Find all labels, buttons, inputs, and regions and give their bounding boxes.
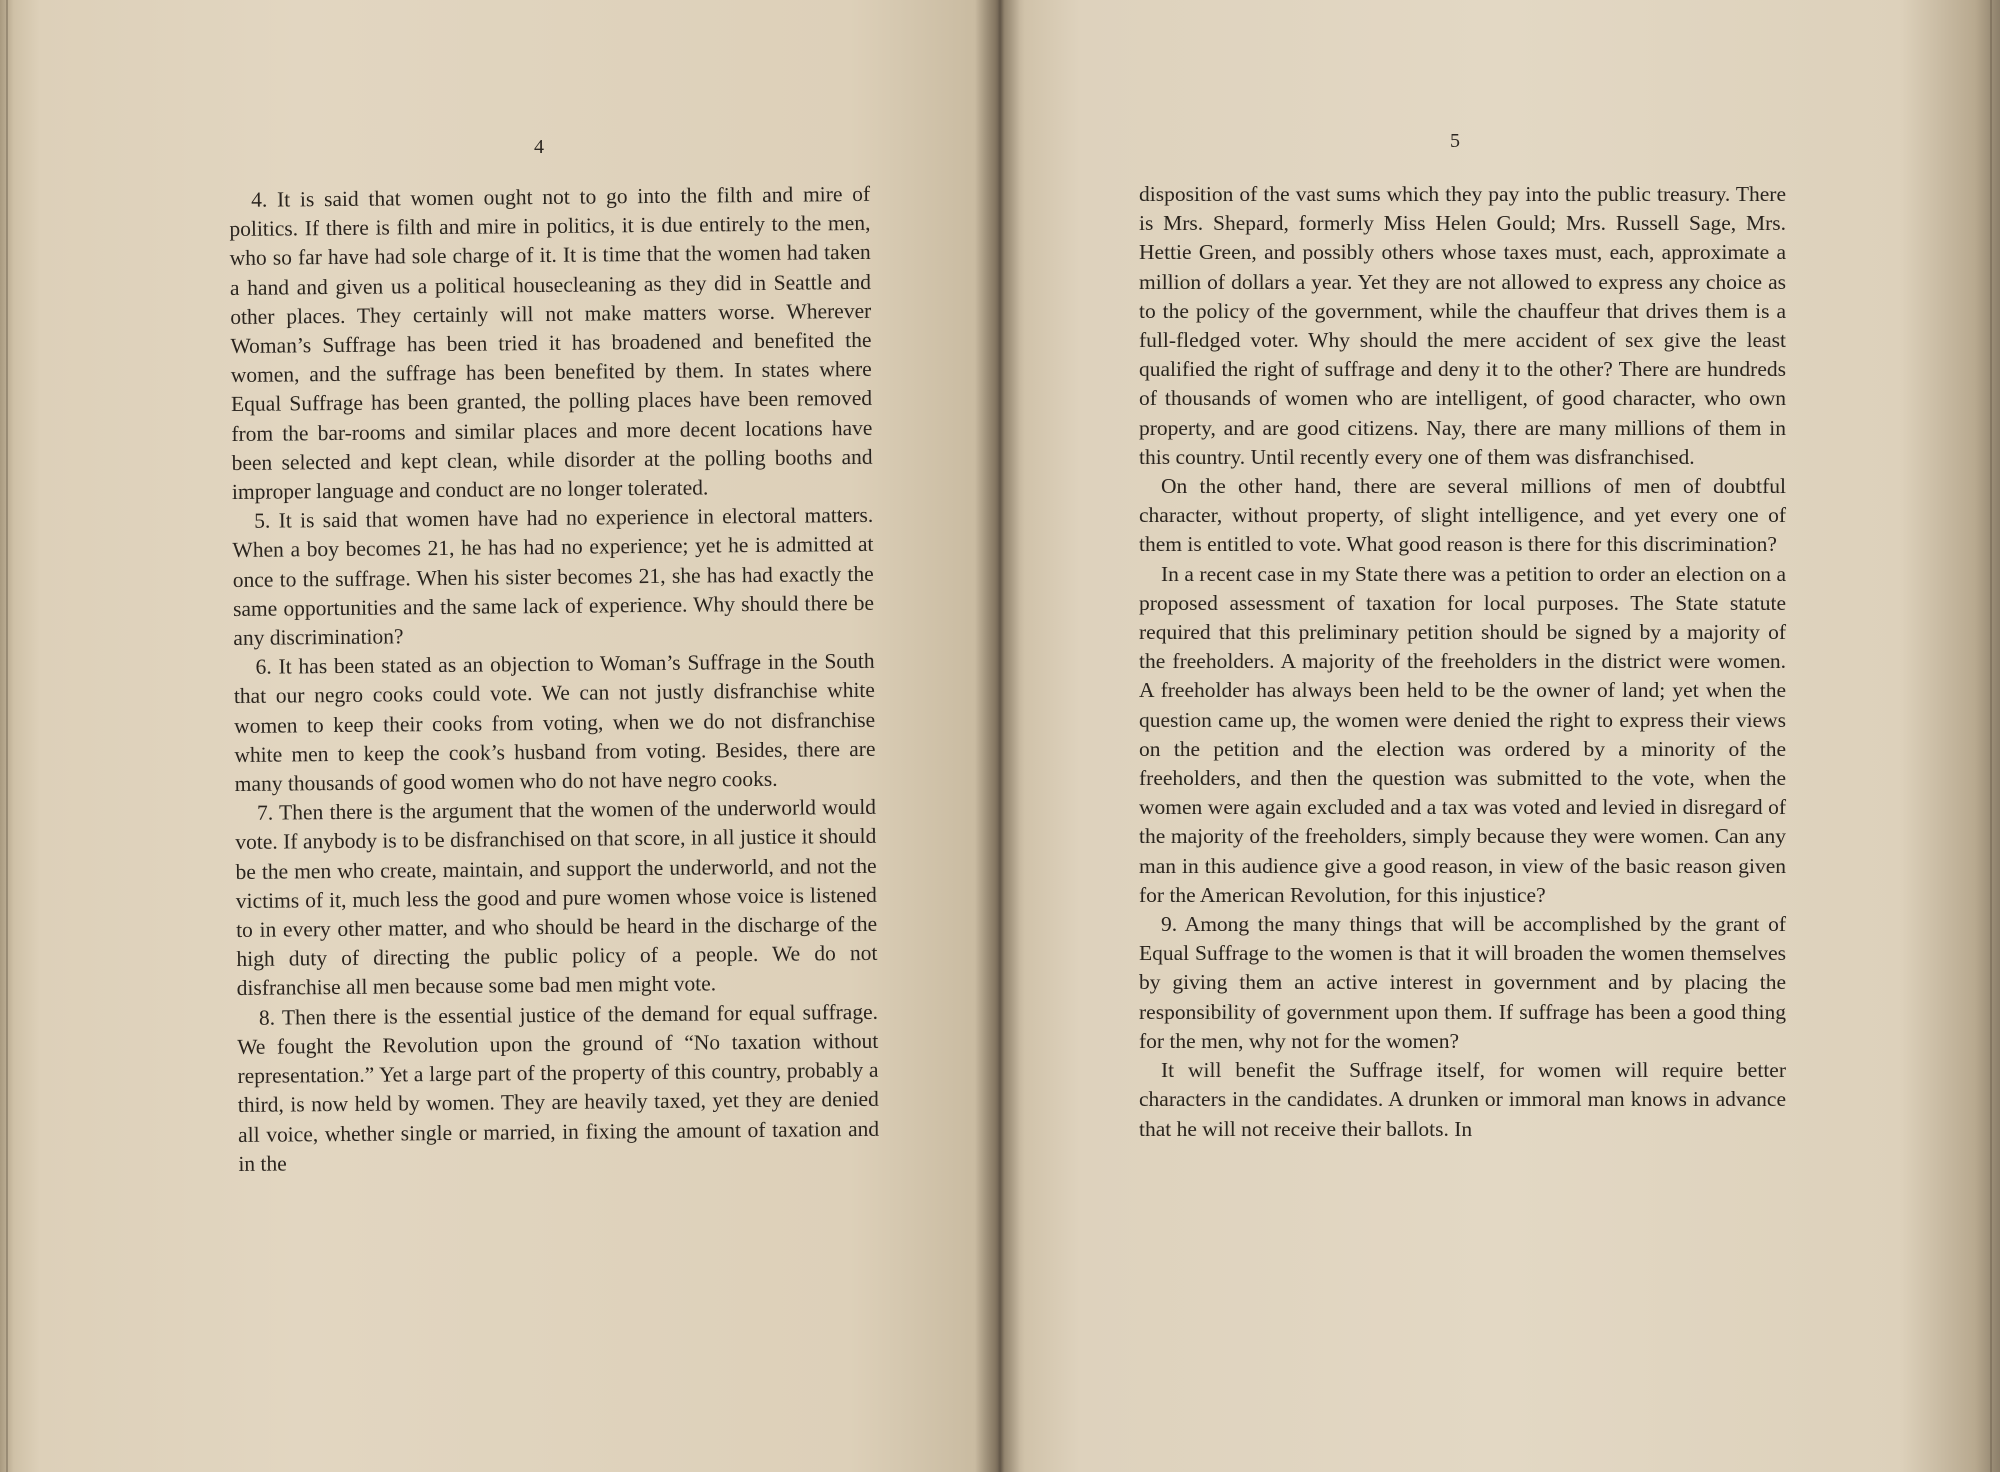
paragraph: 7. Then there is the argument that the women of the underworld would vote. If anybody is to be disfranchised on that score, in all justice it should be the men who create, maintain, and support the underworld, and not the victims of it, much less the good and pure women whose voice is listened to in every other matter, and who should be heard in the discharge of the high duty of directing the public policy of a people. We do not disfranchise all men because some bad men might vote. xyxy=(235,795,878,1001)
paragraph: disposition of the vast sums which they pay into the public treasury. There is Mrs. Shepard, formerly Miss Helen Gould; Mrs. Russell Sage, Mrs. Hettie Green, and possibly others whose taxes must, each, approximate a million of dollars a year. Yet they are not allowed to express any choice as to the policy of the government, while the chauffeur that drives them is a full-fledged voter. Why should the mere accident of sex give the least qualified the right of suffrage and deny it to the other? There are hundreds of thousands of women who are intelligent, of good character, who own property, and are good citizens. Nay, there are many millions of them in this country. Until recently every one of them was disfranchised. xyxy=(1139,182,1786,469)
right-page xyxy=(1005,0,1995,1472)
paragraph: On the other hand, there are several millions of men of doubtful character, without property, of slight intelligence, and yet every one of them is entitled to vote. What good reason is there for this discrimination? xyxy=(1139,474,1786,557)
page-text xyxy=(229,180,880,1179)
paragraph: In a recent case in my State there was a petition to order an election on a proposed assessment of taxation for local purposes. The State statute required that this preliminary petition should be signed by a majority of the freeholders. A majority of the freeholders in the district were women. A freeholder has always been held to be the owner of land; yet when the question came up, the women were denied the right to express their views on the petition and the election was ordered by a minority of the freeholders, and then the question was submitted to the vote, when the women were again excluded and a tax was voted and levied in disregard of the majority of the freeholders, simply because they were women. Can any man in this audience give a good reason, in view of the basic reason given for the American Revolution, for this injustice? xyxy=(1139,561,1786,907)
page-text xyxy=(1139,180,1786,1144)
paragraph: 5. It is said that women have had no experience in electoral matters. When a boy becomes 21, he has had no experience; yet he is admitted at once to the suffrage. When his sister becomes 21, she has had exactly the same opportunities and the same lack of experience. Why should there be any discrimination? xyxy=(232,503,875,651)
paragraph: 8. Then there is the essential justice of the demand for equal suffrage. We fought the Revolution upon the ground of “No taxation without representation.” Yet a large part of the property of this country, probably a third, is now held by women. They are heavily taxed, yet they are denied all voice, whether single or married, in fixing the amount of taxation and in the xyxy=(237,999,880,1176)
paragraph: 4. It is said that women ought not to go into the filth and mire of politics. If there is filth and mire in politics, it is due entirely to the men, who so far have had sole charge of it. It is time that the women had taken a hand and given us a political housecleaning as they did in Seattle and other places. They certainly will not make matters worse. Wherever Woman’s Suffrage has been tried it has broadened and benefited the women, and the suffrage has been benefited by them. In states where Equal Suffrage has been granted, the polling places have been removed from the bar-rooms and similar places and more decent locations have been selected and kept clean, while disorder at the polling booths and improper language and conduct are no longer tolerated. xyxy=(229,181,873,505)
page-number: 5 xyxy=(1450,130,1460,152)
page-number: 4 xyxy=(534,136,544,158)
left-page xyxy=(0,0,990,1472)
paragraph: 9. Among the many things that will be accomplished by the grant of Equal Suffrage to the women is that it will broaden the women themselves by giving them an active interest in government and by placing the responsibility of government upon them. If suffrage has been a good thing for the men, why not for the women? xyxy=(1139,912,1786,1053)
paragraph: 6. It has been stated as an objection to Woman’s Suffrage in the South that our negro cooks could vote. We can not justly disfranchise white women to keep their cooks from voting, when we do not disfranchise white men to keep the cook’s husband from voting. Besides, there are many thousands of good women who do not have negro cooks. xyxy=(233,649,876,797)
paragraph: It will benefit the Suffrage itself, for women will require better characters in the candidates. A drunken or immoral man knows in advance that he will not receive their ballots. In xyxy=(1139,1058,1786,1141)
